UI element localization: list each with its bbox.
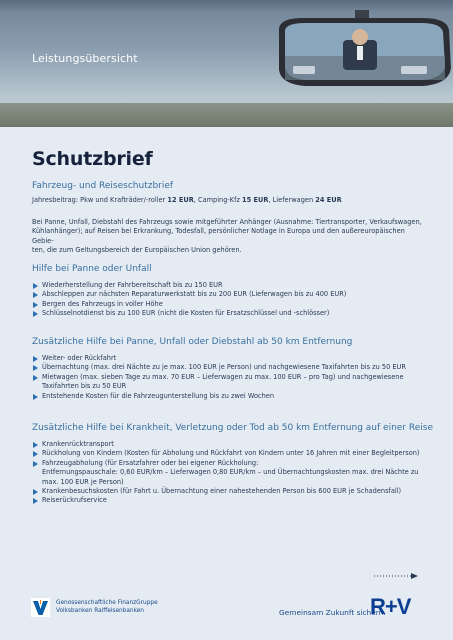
section-heading: Zusätzliche Hilfe bei Krankheit, Verletzung oder Tod ab 50 km Entfernung auf einer Reise <box>32 423 433 433</box>
continue-arrow-icon <box>374 572 419 580</box>
rv-logo: R+V <box>370 594 411 619</box>
section-heading: Hilfe bei Panne oder Unfall <box>32 264 152 274</box>
list-item: Übernachtung (max. drei Nächte zu je max. 100 EUR je Person) und nachgewiesene Taxifahrten bis zu 50 EUR <box>32 363 432 372</box>
section-list <box>32 354 432 401</box>
list-item: Bergen des Fahrzeugs in voller Höhe <box>32 300 432 309</box>
bullet-triangle-icon <box>33 356 38 362</box>
vb-logo-line-2: Volksbanken Raiffeisenbanken <box>56 608 144 614</box>
list-item: Reiserückrufservice <box>32 496 432 505</box>
bullet-triangle-icon <box>33 394 38 400</box>
section-heading: Zusätzliche Hilfe bei Panne, Unfall oder Diebstahl ab 50 km Entfernung <box>32 337 353 347</box>
bullet-triangle-icon <box>33 461 38 467</box>
list-item: Mietwagen (max. sieben Tage zu max. 70 EUR – Lieferwagen zu max. 100 EUR – pro Tag) und nachgewiesene Taxifahrten bis zu 50 EUR <box>32 373 432 392</box>
slogan: Gemeinsam Zukunft sichern. <box>279 608 386 617</box>
list-item: Entstehende Kosten für die Fahrzeugunterstellung bis zu zwei Wochen <box>32 392 432 401</box>
bullet-triangle-icon <box>33 283 38 289</box>
section-list <box>32 281 432 319</box>
road-image <box>0 103 453 127</box>
bullet-triangle-icon <box>33 442 38 448</box>
list-item: Fahrzeugabholung (für Ersatzfahrer oder bei eigener Rückholung: Entfernungspauschale: 0,60 EUR/km – Lieferwagen 0,80 EUR/km – und Übernachtungskosten max. drei Nächte zu max. 100 EUR je Person) <box>32 459 432 487</box>
vr-logo-icon <box>31 598 50 617</box>
page-title: Schutzbrief <box>32 148 153 170</box>
list-item: Krankenrücktransport <box>32 440 432 449</box>
bullet-triangle-icon <box>33 311 38 317</box>
bullet-triangle-icon <box>33 365 38 371</box>
list-item: Wiederherstellung der Fahrbereitschaft bis zu 150 EUR <box>32 281 432 290</box>
intro-description: Bei Panne, Unfall, Diebstahl des Fahrzeugs sowie mitgeführter Anhänger (Ausnahme: Tiertransporter, Verkaufswagen, Kühlanhänger); auf Reisen bei Erkrankung, Todesfall, persönlicher Notlage in Europa und den außereuropäischen Gebie- ten, die zum Geltungsbereich der Europäischen Union gehören. <box>32 218 422 255</box>
volksbanken-raiffeisenbanken-logo <box>31 596 191 620</box>
bullet-triangle-icon <box>33 489 38 495</box>
document-category-label: Leistungsübersicht <box>32 52 138 65</box>
bullet-triangle-icon <box>33 451 38 457</box>
vb-logo-line-1: Genossenschaftliche FinanzGruppe <box>56 600 158 606</box>
hero-image <box>0 0 453 127</box>
rearview-mirror-image <box>273 10 453 92</box>
list-item: Krankenbesuchskosten (für Fahrt u. Übernachtung einer nahestehenden Person bis 600 EUR je Schadensfall) <box>32 487 432 496</box>
bullet-triangle-icon <box>33 498 38 504</box>
section-list <box>32 440 432 506</box>
contribution-line: Jahresbeitrag: Pkw und Krafträder/-roller 12 EUR, Camping-Kfz 15 EUR, Lieferwagen 24 EUR <box>32 196 342 204</box>
list-item: Rückholung von Kindern (Kosten für Abholung und Rückfahrt von Kindern unter 16 Jahren mit einer Begleitperson) <box>32 449 432 458</box>
list-item: Abschleppen zur nächsten Reparaturwerkstatt bis zu 200 EUR (Lieferwagen bis zu 400 EUR) <box>32 290 432 299</box>
bullet-triangle-icon <box>33 375 38 381</box>
intro-heading: Fahrzeug- und Reiseschutzbrief <box>32 181 174 191</box>
bullet-triangle-icon <box>33 292 38 298</box>
list-item: Weiter- oder Rückfahrt <box>32 354 432 363</box>
list-item: Schlüsselnotdienst bis zu 100 EUR (nicht die Kosten für Ersatzschlüssel und -schlösser) <box>32 309 432 318</box>
bullet-triangle-icon <box>33 302 38 308</box>
